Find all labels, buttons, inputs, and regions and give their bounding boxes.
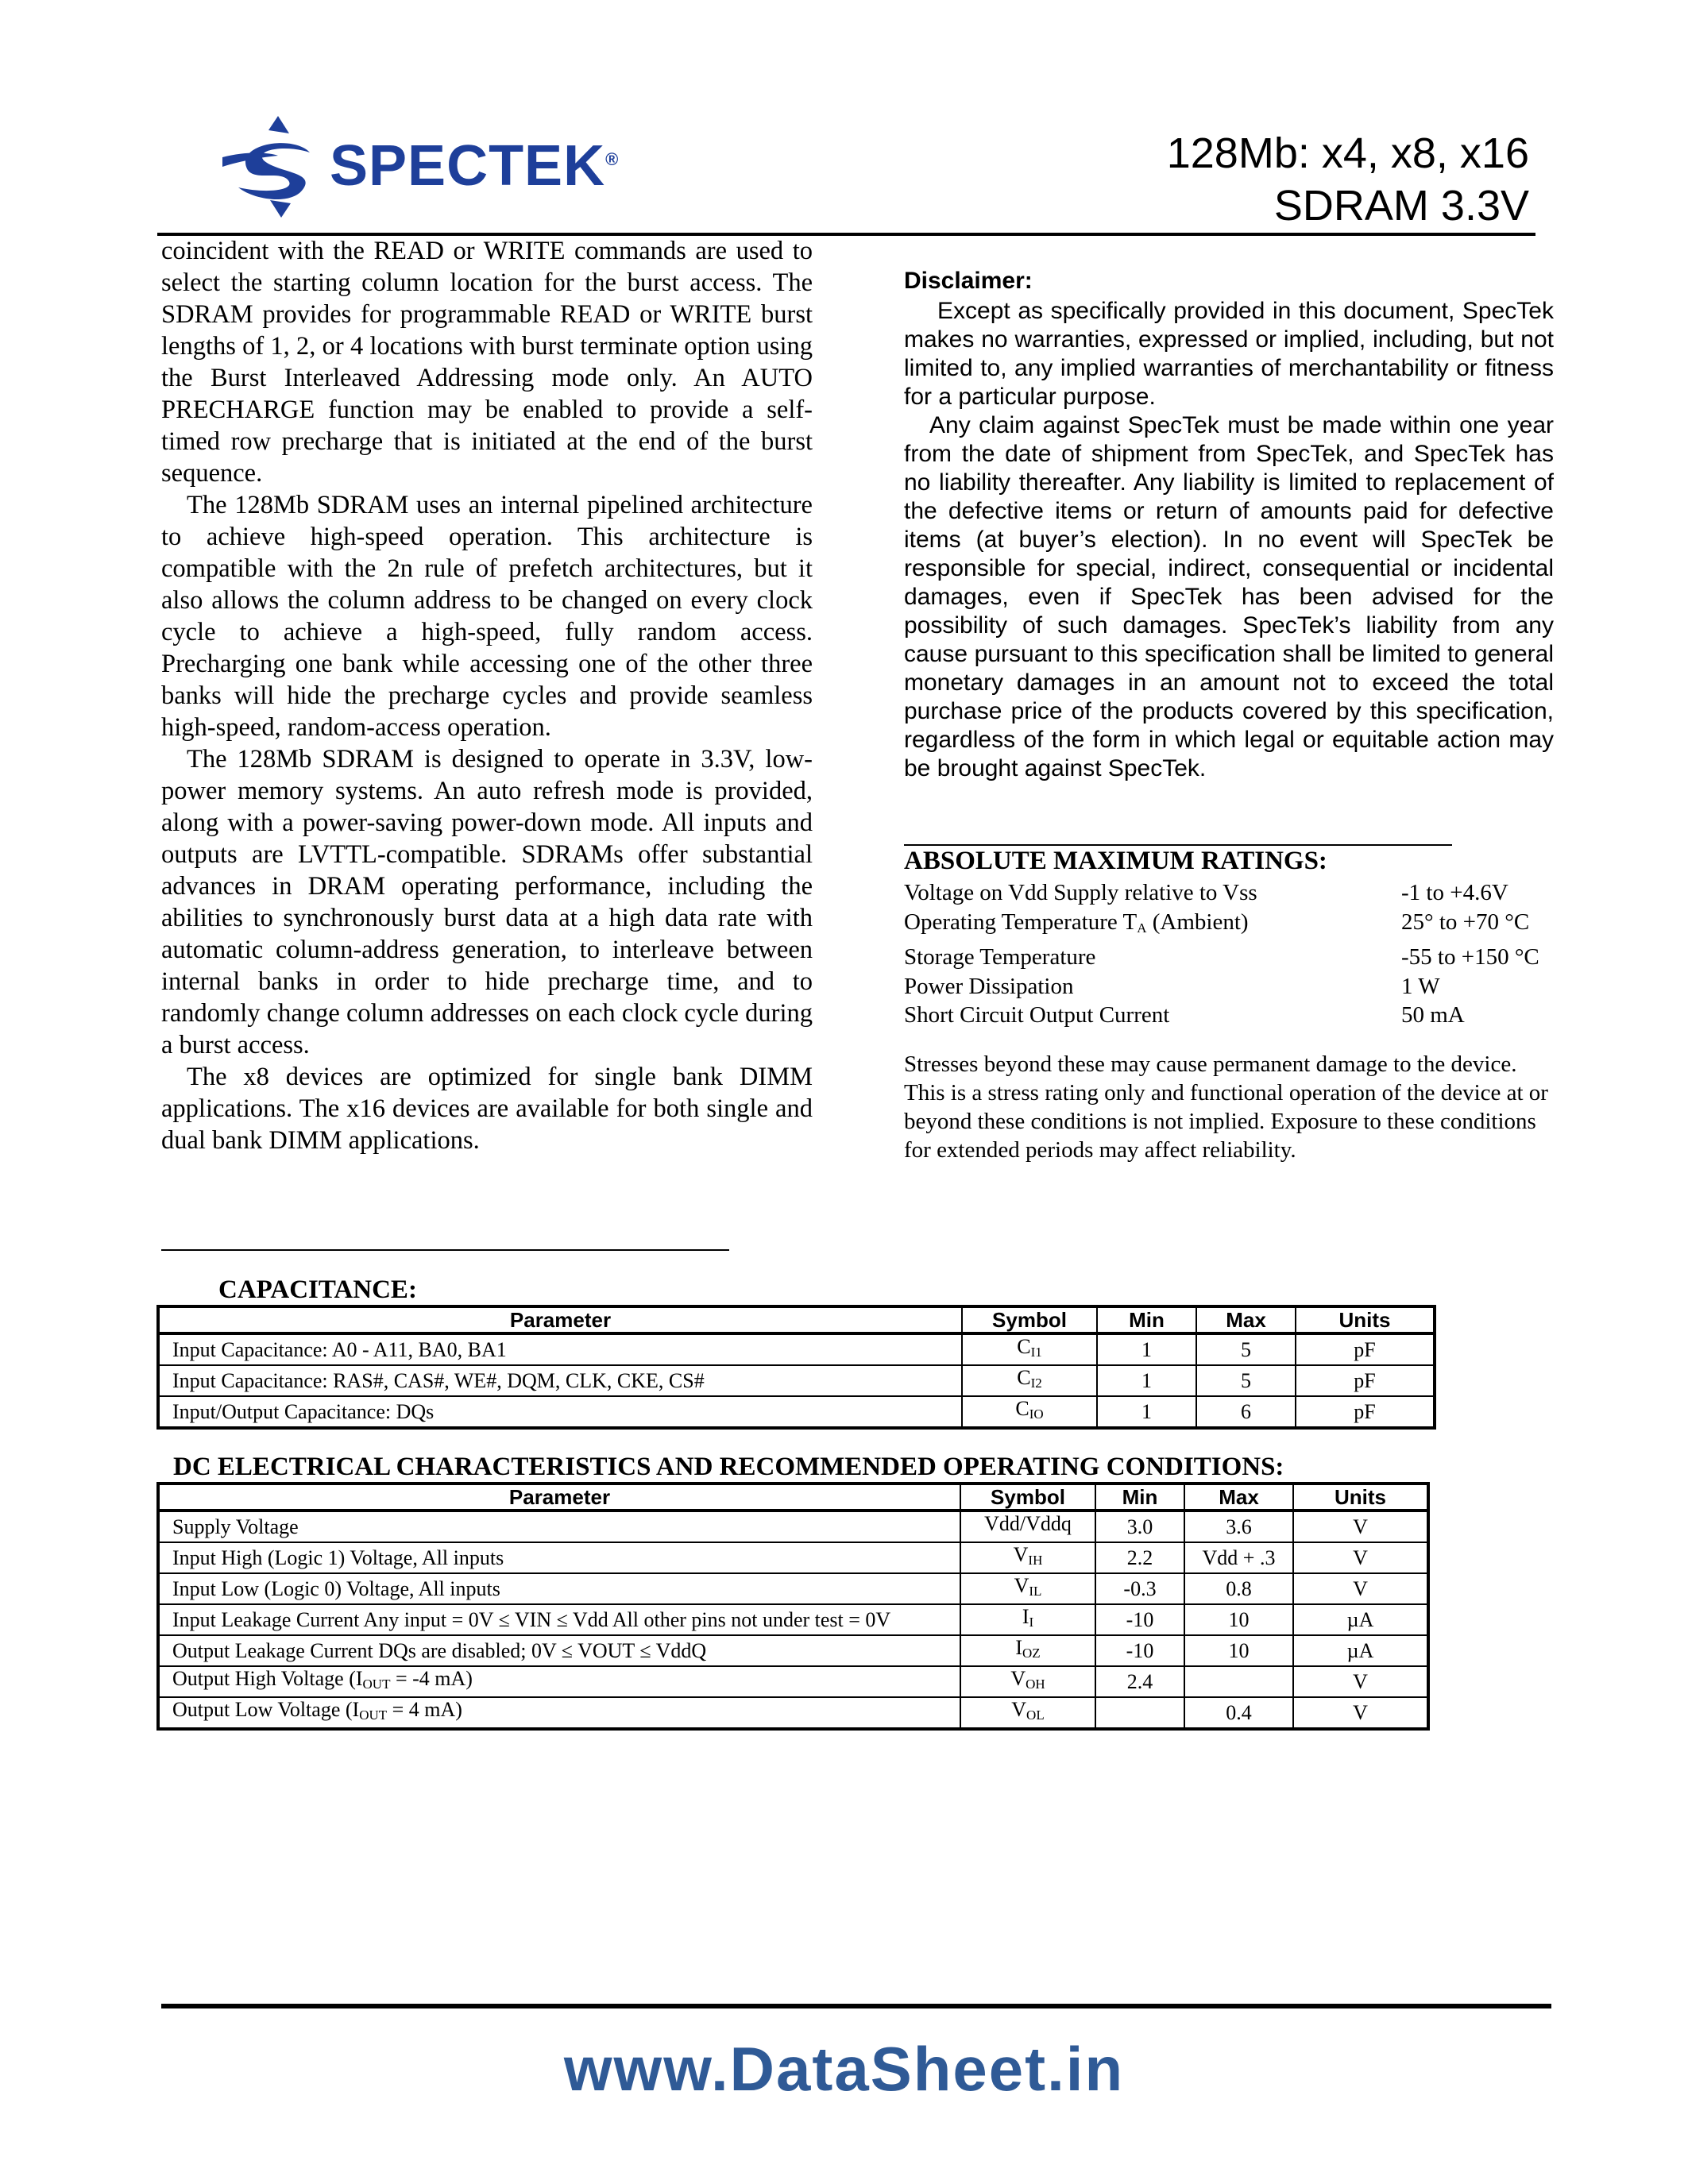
- ratings-row: [904, 1001, 1560, 1030]
- header-parameter: Parameter: [158, 1306, 962, 1333]
- rating-parameter: Short Circuit Output Current: [904, 1002, 1170, 1028]
- cell-max: [1184, 1666, 1293, 1697]
- left-paragraph-1: coincident with the READ or WRITE commands are used to select the starting column location for the burst access. The SDRAM provides for programmable READ or WRITE burst lengths of 1, 2, or 4 locations with burst terminate option using the Burst Interleaved Addressing mode only. An AUTO PRECHARGE function may be enabled to provide a self-timed row precharge that is initiated at the end of the burst sequence.: [161, 237, 813, 488]
- ratings-row: [904, 878, 1560, 908]
- cell-symbol: $V_{IL}$: [960, 1573, 1095, 1604]
- cell-units: pF: [1296, 1396, 1435, 1428]
- cell-units: µA: [1293, 1635, 1428, 1666]
- left-paragraph-2: The 128Mb SDRAM uses an internal pipelined architecture to achieve high-speed operation. This architecture is compatible with the 2n rule of prefetch architectures, but it also allows the column address to be changed on every clock cycle to achieve a high-speed, fully random access. Precharging one bank while accessing one of the other three banks will hide the precharge cycles and provide seamless high-speed, random-access operation.: [161, 491, 813, 742]
- table-row: [158, 1604, 1428, 1635]
- disclaimer-paragraph-1: Except as specifically provided in this document, SpecTek makes no warranties, expressed or implied, including, but not limited to, any implied warranties of merchantability or fitness for a particular purpose.: [904, 298, 1554, 410]
- table-row: [158, 1635, 1428, 1666]
- header-symbol: Symbol: [962, 1306, 1097, 1333]
- cell-parameter: Input/Output Capacitance: DQs: [158, 1396, 962, 1428]
- left-column-divider: [161, 1249, 729, 1251]
- cell-symbol: Vdd/Vddq: [960, 1511, 1095, 1542]
- header-min: Min: [1095, 1484, 1184, 1511]
- cell-units: V: [1293, 1573, 1428, 1604]
- cell-min: 1: [1097, 1333, 1196, 1365]
- disclaimer-heading: Disclaimer:: [904, 268, 1033, 294]
- ratings-list: [904, 878, 1560, 1030]
- disclaimer-body: [904, 297, 1554, 783]
- table-row: [158, 1697, 1428, 1729]
- document-title: [1167, 127, 1529, 232]
- header-max: Max: [1184, 1484, 1293, 1511]
- rating-parameter: Operating Temperature $T_A$ (Ambient): [904, 909, 1249, 936]
- cell-symbol: $V_{OL}$: [960, 1697, 1095, 1729]
- cell-units: V: [1293, 1542, 1428, 1573]
- cell-max: 5: [1196, 1365, 1296, 1396]
- cell-min: -10: [1095, 1604, 1184, 1635]
- header-symbol: Symbol: [960, 1484, 1095, 1511]
- cell-max: 10: [1184, 1635, 1293, 1666]
- table-row: [158, 1365, 1435, 1396]
- cell-max: Vdd + .3: [1184, 1542, 1293, 1573]
- left-column-text: [161, 235, 813, 1156]
- cell-min: 3.0: [1095, 1511, 1184, 1542]
- capacitance-title: CAPACITANCE:: [218, 1275, 417, 1304]
- header-min: Min: [1097, 1306, 1196, 1333]
- dc-characteristics-title: DC ELECTRICAL CHARACTERISTICS AND RECOMMENDED OPERATING CONDITIONS:: [173, 1453, 1284, 1481]
- header-parameter: Parameter: [158, 1484, 960, 1511]
- cell-parameter: Input Leakage Current Any input = 0V ≤ VIN ≤ Vdd All other pins not under test = 0V: [158, 1604, 960, 1635]
- dc-characteristics-table: [156, 1482, 1430, 1731]
- rating-value: 50 mA: [1401, 1002, 1465, 1028]
- rating-parameter: Power Dissipation: [904, 973, 1074, 999]
- ratings-title: ABSOLUTE MAXIMUM RATINGS:: [904, 847, 1327, 875]
- cell-min: -10: [1095, 1635, 1184, 1666]
- cell-units: V: [1293, 1666, 1428, 1697]
- cell-parameter: Output High Voltage ($I_{OUT} = -4$ mA): [158, 1666, 960, 1697]
- capacitance-table: [156, 1305, 1436, 1430]
- cell-symbol: $C_{I2}$: [962, 1365, 1097, 1396]
- disclaimer-paragraph-2: Any claim against SpecTek must be made within one year from the date of shipment from SpecTek, and SpecTek has no liability thereafter. Any liability is limited to replacement of the defective items or return of amounts paid for defective items (at buyer’s election). In no event will SpecTek be responsible for special, indirect, consequential or incidental damages, even if SpecTek has been advised for the possibility of such damages. SpecTek’s liability from any cause pursuant to this specification shall be limited to general monetary damages in an amount not to exceed the total purchase price of the products covered by this specification, regardless of the form in which legal or equitable action may be brought against SpecTek.: [904, 412, 1554, 781]
- cell-max: 0.4: [1184, 1697, 1293, 1729]
- table-row: [158, 1666, 1428, 1697]
- table-row: [158, 1333, 1435, 1365]
- stress-note: Stresses beyond these may cause permanent damage to the device. This is a stress rating only and functional operation of the device at or beyond these conditions is not implied. Exposure to these conditions for extended periods may affect reliability.: [904, 1051, 1548, 1163]
- table-header-row: [158, 1484, 1428, 1511]
- table-row: [158, 1396, 1435, 1428]
- table-header-row: [158, 1306, 1435, 1333]
- footer-divider: [161, 2004, 1551, 2008]
- cell-units: V: [1293, 1697, 1428, 1729]
- rating-parameter: Storage Temperature: [904, 944, 1096, 970]
- logo-wordmark: SPECTEK®: [330, 134, 620, 198]
- cell-parameter: Output Leakage Current DQs are disabled; 0V ≤ VOUT ≤ VddQ: [158, 1635, 960, 1666]
- footer-website-link[interactable]: www.DataSheet.in: [563, 2034, 1125, 2104]
- cell-min: [1095, 1697, 1184, 1729]
- rating-value: 25° to +70 °C: [1401, 909, 1530, 935]
- table-row: [158, 1542, 1428, 1573]
- title-line-1: 128Mb: x4, x8, x16: [1166, 129, 1529, 177]
- cell-units: pF: [1296, 1365, 1435, 1396]
- cell-parameter: Input Low (Logic 0) Voltage, All inputs: [158, 1573, 960, 1604]
- cell-min: 1: [1097, 1396, 1196, 1428]
- cell-units: pF: [1296, 1333, 1435, 1365]
- cell-symbol: $V_{OH}$: [960, 1666, 1095, 1697]
- rating-value: -55 to +150 °C: [1401, 944, 1539, 970]
- cell-symbol: $V_{IH}$: [960, 1542, 1095, 1573]
- cell-max: 5: [1196, 1333, 1296, 1365]
- cell-max: 10: [1184, 1604, 1293, 1635]
- ratings-row: [904, 972, 1560, 1001]
- cell-symbol: $I_{OZ}$: [960, 1635, 1095, 1666]
- cell-max: 6: [1196, 1396, 1296, 1428]
- rating-value: 1 W: [1401, 973, 1440, 999]
- cell-min: -0.3: [1095, 1573, 1184, 1604]
- ratings-row: [904, 908, 1560, 943]
- cell-symbol: $C_{I1}$: [962, 1333, 1097, 1365]
- left-paragraph-4: The x8 devices are optimized for single bank DIMM applications. The x16 devices are available for both single and dual bank DIMM applications.: [161, 1063, 813, 1155]
- ratings-divider: [904, 844, 1452, 846]
- table-row: [158, 1511, 1428, 1542]
- rating-value: -1 to +4.6V: [1401, 880, 1508, 905]
- header-units: Units: [1293, 1484, 1428, 1511]
- cell-min: 1: [1097, 1365, 1196, 1396]
- ratings-row: [904, 943, 1560, 972]
- cell-parameter: Input High (Logic 1) Voltage, All inputs: [158, 1542, 960, 1573]
- cell-parameter: Input Capacitance: A0 - A11, BA0, BA1: [158, 1333, 962, 1365]
- cell-symbol: $I_I$: [960, 1604, 1095, 1635]
- cell-max: 3.6: [1184, 1511, 1293, 1542]
- header-units: Units: [1296, 1306, 1435, 1333]
- title-line-2: SDRAM 3.3V: [1273, 182, 1529, 230]
- cell-min: 2.2: [1095, 1542, 1184, 1573]
- cell-parameter: Supply Voltage: [158, 1511, 960, 1542]
- header-max: Max: [1196, 1306, 1296, 1333]
- cell-units: µA: [1293, 1604, 1428, 1635]
- table-row: [158, 1573, 1428, 1604]
- cell-max: 0.8: [1184, 1573, 1293, 1604]
- cell-min: 2.4: [1095, 1666, 1184, 1697]
- cell-units: V: [1293, 1511, 1428, 1542]
- cell-symbol: $C_{IO}$: [962, 1396, 1097, 1428]
- cell-parameter: Output Low Voltage ($I_{OUT} = 4$ mA): [158, 1697, 960, 1729]
- rating-parameter: Voltage on Vdd Supply relative to Vss: [904, 880, 1257, 905]
- left-paragraph-3: The 128Mb SDRAM is designed to operate in 3.3V, low-power memory systems. An auto refresh mode is provided, along with a power-saving power-down mode. All inputs and outputs are LVTTL-compatible. SDRAMs offer substantial advances in DRAM operating performance, including the abilities to synchronously burst data at a high data rate with automatic column-address generation, to interleave between internal banks in order to hide precharge time, and to randomly change column addresses on each clock cycle during a burst access.: [161, 745, 813, 1059]
- cell-parameter: Input Capacitance: RAS#, CAS#, WE#, DQM, CLK, CKE, CS#: [158, 1365, 962, 1396]
